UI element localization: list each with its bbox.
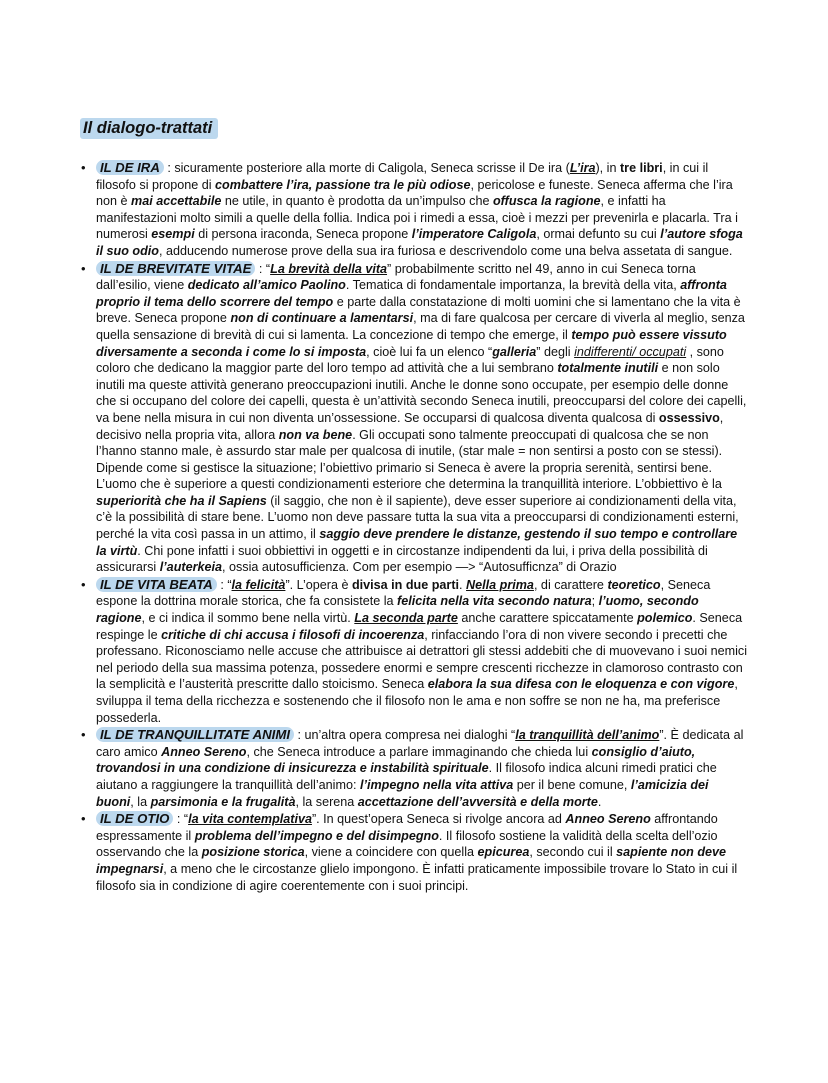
text-segment: , ma di fare qualcosa per cercare di viverla al meglio, senza quella sensazione di brevità di cui si lamenta. La concezione di tempo che emerge, il [96,311,745,342]
text-segment: indifferenti/ occupati [574,344,687,359]
text-segment: . [459,577,467,592]
text-segment: polemico [637,611,693,626]
item-text [96,161,743,258]
text-segment: anche carattere spiccatamente [457,611,638,626]
work-title-highlight: IL DE OTIO [96,811,173,826]
text-segment: non di continuare a lamentarsi [230,311,414,326]
text-segment: : “ [173,812,189,827]
text-segment: la felicità [231,577,286,592]
text-segment: , a meno che le circostanze glielo impongono. È infatti praticamente impossibile trovare lo Stato in cui il filosofo sia in condizione di agire coerentemente con i suoi principi. [96,861,738,893]
item-text [96,812,737,892]
text-segment: l’autore sfoga il suo odio [96,227,743,258]
list-item [80,727,748,810]
text-segment: l’imperatore Caligola [411,227,537,242]
text-segment: dedicato all’amico Paolino [187,278,346,293]
text-segment: superiorità che ha il Sapiens [96,493,267,508]
text-segment: teoretico [607,577,661,592]
text-segment: Nella prima [466,577,534,592]
text-segment: : “ [216,577,232,592]
text-segment: , ossia autosufficienza. Com per esempio —> “Autosufficnza” di Orazio [222,560,617,575]
text-segment: , secondo cui il [529,845,617,860]
bullet-icon: • [81,727,86,743]
text-segment: , e ci indica il sommo bene nella virtù. [141,611,355,626]
text-segment: l’amicizia dei buoni [96,777,709,809]
text-segment: ” degli [536,344,575,359]
text-segment: ossessivo [658,410,720,425]
text-segment: , pericolose e funeste. Seneca afferma che l’ira non è [96,177,733,209]
list-item [80,261,748,576]
text-segment: l’uomo, secondo ragione [96,594,699,626]
text-segment: , Seneca espone la dottrina morale storica, che fa consistete la [96,577,711,609]
text-segment: ”. È dedicata al caro amico [96,728,744,759]
text-segment: . Gli occupati sono talmente preoccupati di qualcosa che se non l’hanno stanno male, è assurdo star male per qualcosa di inutile, (star male = non sentirsi a posto con se stessi). Dipende come si gestisce la situazione; l’obiettivo primario si Seneca è avere la propria serenità, sentirsi bene. L’uomo che è superiore a questi condizionamenti esteriore che determina la tranquillità interiore. L’obbiettivo è la [96,427,723,492]
text-segment: problema dell’impegno e del disimpegno [194,828,439,843]
dialogues-list [80,160,748,895]
text-segment: , rinfacciando l’ora di non vivere secondo i precetti che professano. Riconosciamo nelle accuse che attribuisce ai detrattori gli stessi addebiti che di muovevano i suoi nemici nel periodo della sua massima potenza, possedere enormi e sempre crescenti ricchezze in clamoroso contrasto con la semplicità e l’austerità prescritte dallo stoicismo. Seneca [96,627,748,692]
text-segment: e parte dalla constatazione di molti uomini che si lamentano che la vita è breve. Seneca propone [96,294,741,326]
text-segment: e non solo inutili ma queste attività generano preoccupazioni inutili. Anche le donne sono occupate, per esempio delle donne che si occupano del colore dei capelli, questa è un’attività secondo Seneca inutili, preoccuparsi del colore dei capelli, va bene nella misura in cui non diventa un’ossessione. Se occuparsi di qualcosa diventa qualcosa di [96,361,747,425]
text-segment: consiglio d’aiuto, trovandosi in una condizione di insicurezza e instabilità spirituale [96,744,696,776]
work-title-highlight: IL DE VITA BEATA [96,577,217,592]
text-segment: , che Seneca introduce a parlare immaginando che chieda lui [246,744,592,759]
text-segment: : “ [255,261,271,276]
text-segment: , ormai defunto su cui [536,227,661,242]
text-segment: la vita contemplativa [188,812,312,827]
text-segment: l’auterkeia [159,560,222,575]
text-segment: . Il filosofo sostiene la validità della scelta dell’ozio osservando che la [96,828,718,860]
bullet-icon: • [81,811,86,827]
text-segment: non va bene [278,427,353,442]
text-segment: critiche di chi accusa i filosofi di incoerenza [161,627,425,642]
text-segment: , la [130,794,151,809]
bullet-icon: • [81,160,86,175]
text-segment: . Il filosofo indica alcuni rimedi pratici che aiutano a raggiungere la tranquillità dell’animo: [96,761,717,792]
text-segment: La seconda parte [354,611,458,626]
work-title-highlight: IL DE BREVITATE VITAE [96,261,255,276]
bullet-icon: • [81,260,86,276]
text-segment: esempi [151,227,195,242]
text-segment: , decisivo nella propria vita, allora [96,410,724,442]
text-segment: , adducendo numerose prove della sua ira furiosa e descrivendolo come una belva assetata di sangue. [158,243,733,258]
text-segment: , e infatti ha manifestazioni molto simili a quelle della follia. Indica poi i rimedi a essa, cioè i mezzi per prevenirla e placarla. Tra i numerosi [96,194,738,242]
text-segment: . [597,794,602,809]
text-segment: . Seneca respinge le [96,611,743,642]
item-text [96,262,746,575]
text-segment: , di carattere [533,577,608,592]
text-segment: ; [591,594,599,609]
text-segment: ”. L’opera è [285,577,352,592]
text-segment: parsimonia e la frugalità [150,794,296,809]
text-segment: tre libri [619,161,663,175]
text-segment: , sono coloro che dedicano la maggior parte del loro tempo ad attività che a lui sembrano [96,344,724,376]
text-segment: divisa in due parti [351,577,460,592]
list-item [80,160,748,260]
text-segment: sapiente non deve impegnarsi [96,845,727,876]
text-segment: affrontando espressamente il [96,812,718,843]
text-segment: felicita nella vita secondo natura [397,594,592,609]
text-segment: galleria [492,344,537,359]
text-segment: , sviluppa il tema della ricchezza e sostenendo che il filosofo non le ama e non soffre se non ne ha, ma preferisce possederla. [96,677,738,725]
text-segment: L’ira [569,161,596,175]
work-title-highlight: IL DE IRA [96,160,164,175]
text-segment: ), in [595,161,620,175]
text-segment: , la serena [295,794,358,809]
text-segment: epicurea [477,845,530,860]
list-item [80,577,748,726]
text-segment: (il saggio, che non è il sapiente), deve esser superiore ai condizionamenti della vita, c’è la possibilità di stare bene. L’uomo non deve passare tutta la sua vita a preoccuparsi di condizionamenti esterni, perché la vita così passa in un attimo, il [96,493,739,542]
item-text [96,728,743,808]
item-text [96,578,747,725]
text-segment: la tranquillità dell’animo [515,728,660,743]
text-segment: di persona iraconda, Seneca propone [194,227,412,242]
text-segment: ne utile, in quanto è prodotta da un’impulso che [221,194,493,209]
text-segment: ”. In quest’opera Seneca si rivolge ancora ad [311,812,566,827]
list-item [80,811,748,894]
text-segment: , viene a coincidere con quella [304,845,478,860]
text-segment: : un’altra opera compresa nei dialoghi “ [293,728,516,743]
text-segment: : sicuramente posteriore alla morte di Caligola, Seneca scrisse il De ira ( [163,161,570,175]
text-segment: per il bene comune, [513,777,631,792]
text-segment: offusca la ragione [492,194,601,209]
text-segment: , cioè lui fa un elenco “ [366,344,493,359]
text-segment: l’impegno nella vita attiva [359,777,514,792]
text-segment: mai accettabile [131,194,222,209]
text-segment: ” probabilmente scritto nel 49, anno in cui Seneca torna dall’esilio, viene [96,261,696,293]
bullet-icon: • [81,576,86,592]
text-segment: . Chi pone infatti i suoi obbiettivi in oggetti e in circostanze indipendenti da lui, i priva della possibilità di assicurarsi [96,543,708,575]
text-segment: accettazione dell’avversità e della morte [357,794,598,809]
text-segment: affronta proprio il tema dello scorrere del tempo [96,278,727,309]
text-segment: posizione storica [201,845,305,860]
text-segment: Anneo Sereno [161,744,247,759]
work-title-highlight: IL DE TRANQUILLITATE ANIMI [96,727,294,742]
page-title: Il dialogo-trattati [80,118,218,139]
text-segment: , in cui il filosofo si propone di [96,161,709,192]
text-segment: Anneo Sereno [565,812,651,827]
text-segment: . Tematica di fondamentale importanza, la brevità della vita, [345,278,681,293]
text-segment: elabora la sua difesa con le eloquenza e con vigore [427,677,735,692]
text-segment: combattere l’ira, passione tra le più odiose [215,177,471,192]
text-segment: La brevità della vita [270,261,388,276]
text-segment: saggio deve prendere le distanze, gestendo il suo tempo e controllare la virtù [96,527,738,558]
text-segment: tempo può essere vissuto diversamente a seconda i come lo si imposta [96,327,727,359]
text-segment: totalmente inutili [557,361,659,376]
